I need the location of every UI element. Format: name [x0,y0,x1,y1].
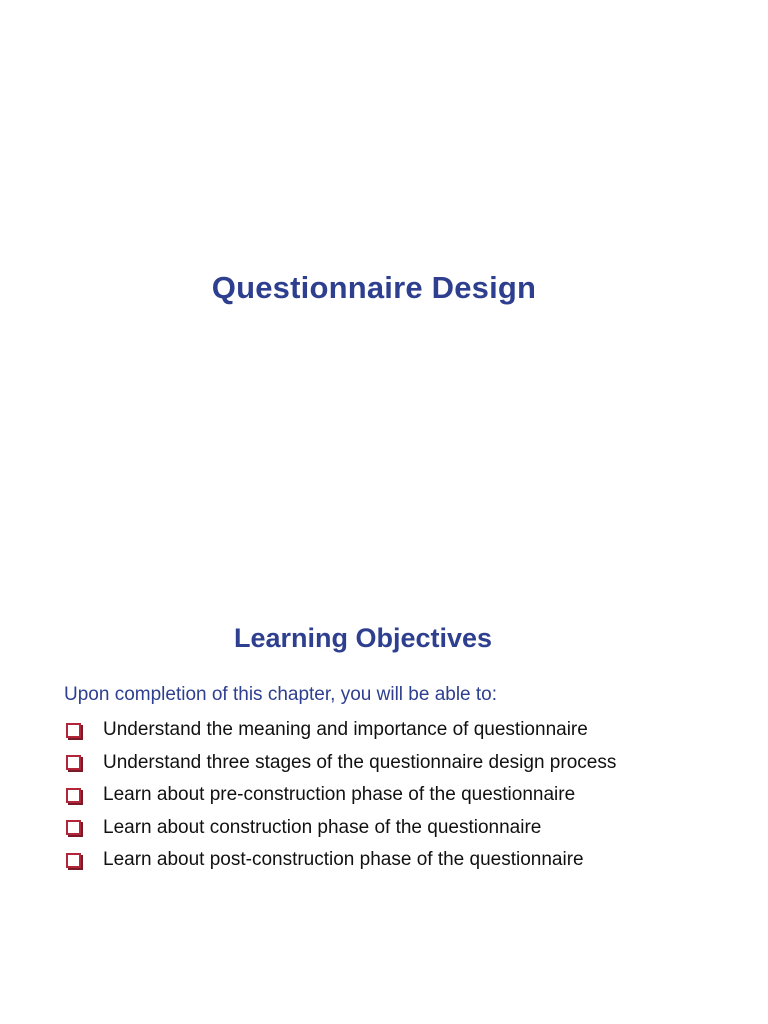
list-item-text: Learn about post-construction phase of the questionnaire [103,849,584,871]
checkbox-square-icon [66,820,81,835]
list-item-text: Understand the meaning and importance of questionnaire [103,719,588,741]
section-title: Learning Objectives [233,623,493,653]
list-item-text: Understand three stages of the questionnaire design process [103,751,617,773]
intro-text: Upon completion of this chapter, you will be able to: [64,684,498,705]
list-item [66,747,616,780]
page-title: Questionnaire Design [211,270,537,305]
list-item [66,844,616,877]
list-item-text: Learn about construction phase of the questionnaire [103,816,542,838]
checkbox-square-icon [66,755,81,770]
objectives-list [66,714,616,877]
list-item [66,714,616,747]
checkbox-square-icon [66,723,81,738]
checkbox-square-icon [66,853,81,868]
list-item-text: Learn about pre-construction phase of the questionnaire [103,784,576,806]
list-item [66,779,616,812]
checkbox-square-icon [66,788,81,803]
list-item [66,812,616,845]
